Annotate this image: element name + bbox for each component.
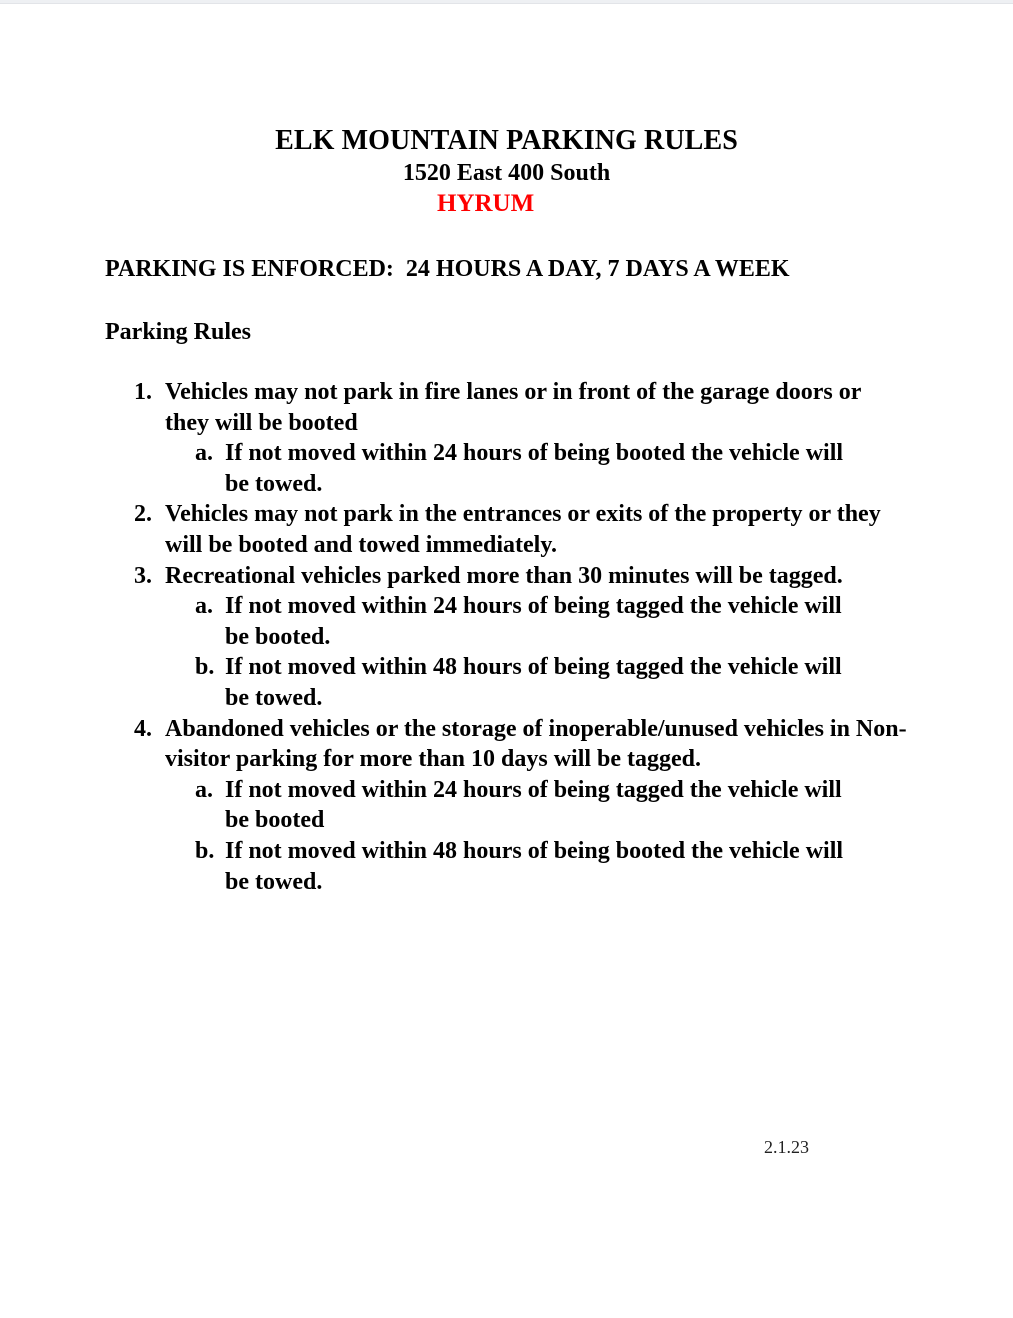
rule-text: Abandoned vehicles or the storage of inoperable/unused vehicles in Non-visitor parking for more than 10 days will be tagged. bbox=[165, 715, 907, 773]
section-heading: Parking Rules bbox=[105, 319, 252, 345]
subitem-letter: a. bbox=[195, 593, 213, 620]
enforcement-notice: PARKING IS ENFORCED: 24 HOURS A DAY, 7 DAYS A WEEK bbox=[105, 256, 790, 282]
subitem-letter: b. bbox=[195, 837, 215, 864]
rules-list bbox=[0, 377, 1013, 897]
rule-item bbox=[0, 714, 910, 775]
subitem-letter: a. bbox=[195, 776, 213, 803]
rule-item bbox=[0, 499, 910, 560]
rule-number: 4. bbox=[134, 715, 152, 742]
rule-text: Vehicles may not park in the entrances or exits of the property or they will be booted and towed immediately. bbox=[165, 501, 881, 558]
subitem-text: If not moved within 24 hours of being booted the vehicle will be towed. bbox=[225, 440, 844, 497]
rule-text: Vehicles may not park in fire lanes or in front of the garage doors or they will be booted bbox=[165, 379, 861, 436]
rule-subitem bbox=[0, 591, 865, 652]
subitem-letter: a. bbox=[195, 440, 213, 467]
subitem-text: If not moved within 24 hours of being tagged the vehicle will be booted. bbox=[225, 593, 842, 650]
rule-number: 2. bbox=[134, 501, 152, 528]
rule-number: 3. bbox=[134, 562, 152, 589]
subitem-letter: b. bbox=[195, 654, 215, 681]
subitem-text: If not moved within 48 hours of being booted the vehicle will be towed. bbox=[225, 837, 844, 895]
subitem-text: If not moved within 48 hours of being tagged the vehicle will be towed. bbox=[225, 654, 842, 711]
rule-number: 1. bbox=[134, 379, 152, 405]
version-date: 2.1.23 bbox=[764, 1137, 809, 1157]
viewer-top-edge bbox=[0, 0, 1013, 4]
rule-subitem bbox=[0, 775, 865, 836]
rule-text: Recreational vehicles parked more than 30 minutes will be tagged. bbox=[165, 562, 843, 589]
property-address: 1520 East 400 South bbox=[402, 160, 611, 186]
rule-item bbox=[0, 377, 910, 438]
rule-subitem bbox=[0, 652, 865, 713]
document-title: ELK MOUNTAIN PARKING RULES bbox=[275, 125, 738, 156]
property-city: HYRUM bbox=[437, 190, 535, 217]
rule-subitem bbox=[0, 438, 865, 499]
rule-item bbox=[0, 561, 910, 592]
subitem-text: If not moved within 24 hours of being tagged the vehicle will be booted bbox=[225, 776, 842, 834]
rule-subitem bbox=[0, 836, 865, 897]
